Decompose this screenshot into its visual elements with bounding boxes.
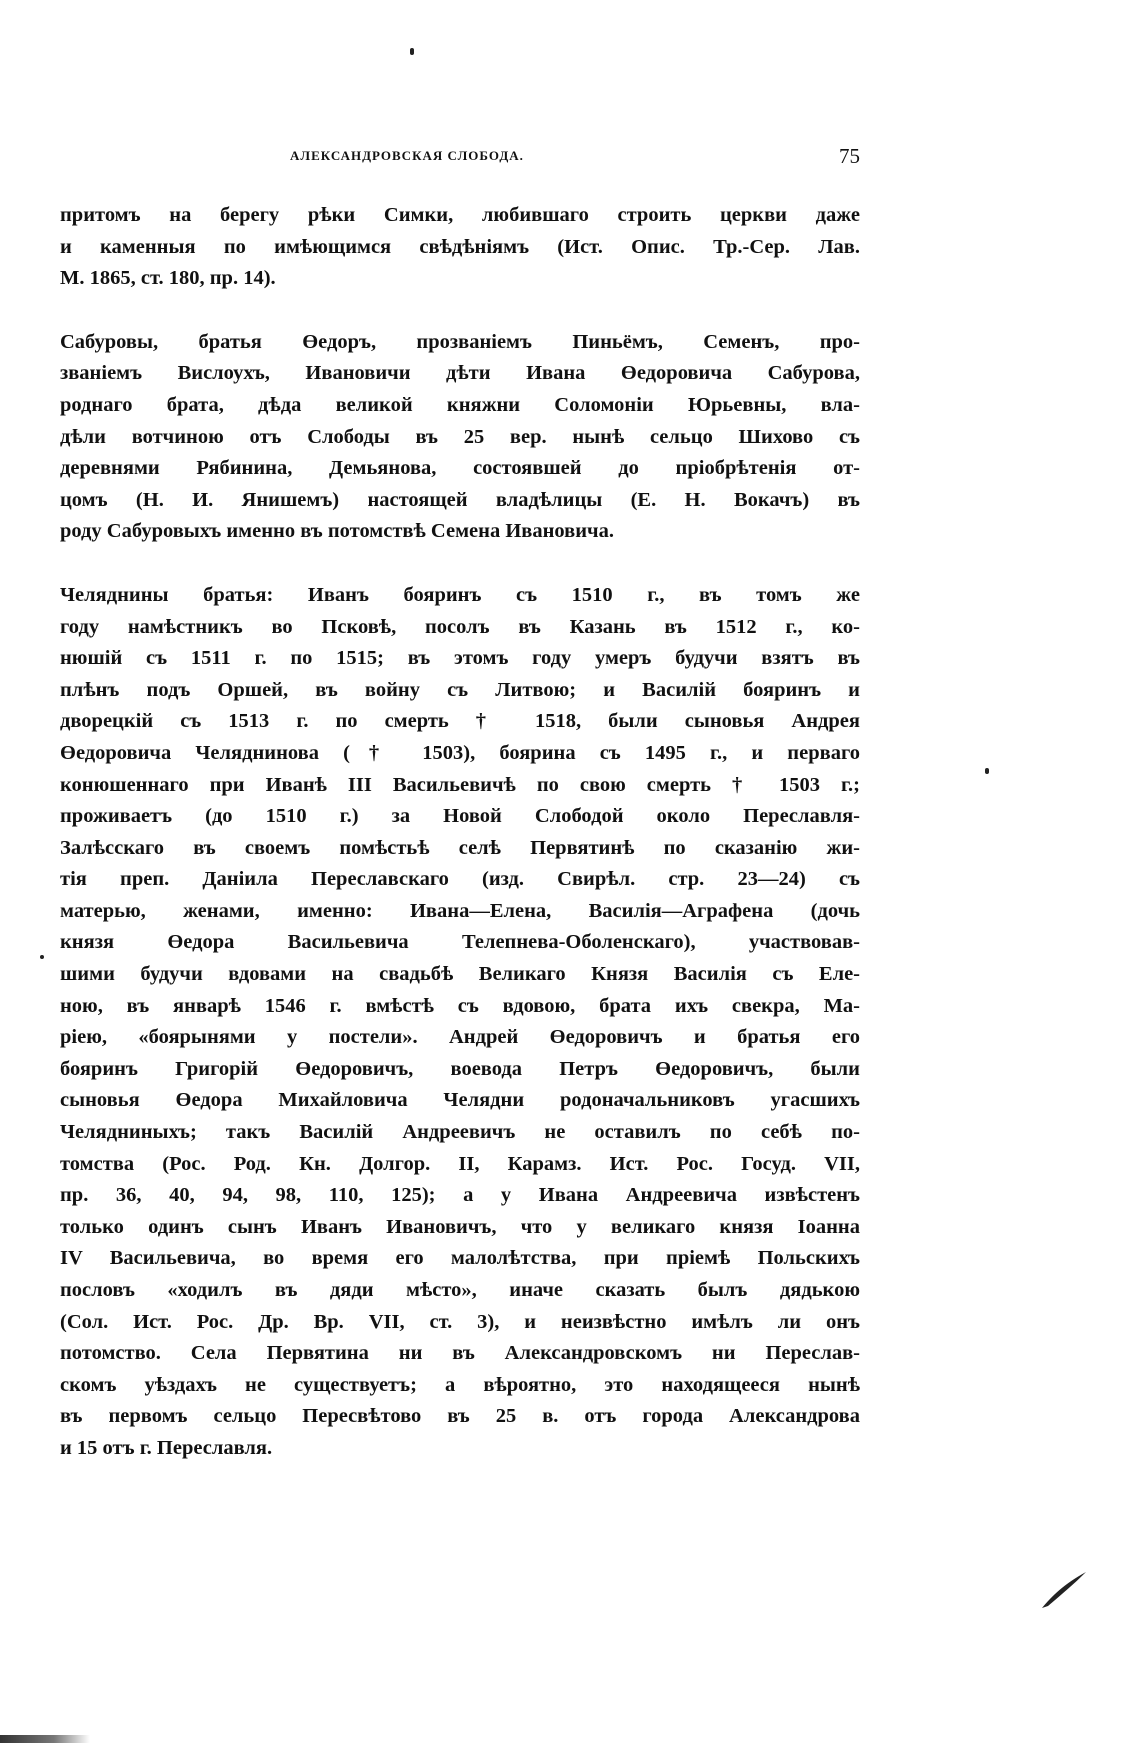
text-line: ною, въ январѣ 1546 г. вмѣстѣ съ вдовою, брата ихъ свекра, Ма- [60,994,860,1017]
text-line: Өедоровича Челяднинова († 1503), боярина съ 1495 г., и перваго [60,741,860,764]
paragraph-gap [60,295,860,327]
text-line: ріею, «боярынями у постели». Андрей Өедоровичъ и братья его [60,1026,860,1049]
text-line: Залѣсскаго въ своемъ помѣстьѣ селѣ Первятинѣ по сказанію жи- [60,836,860,859]
text-line: матерью, женами, именно: Ивана—Елена, Василія—Аграфена (дочь [60,899,860,922]
text-line: пр. 36, 40, 94, 98, 110, 125); а у Ивана Андреевича извѣстенъ [60,1184,860,1207]
text-line: сыновья Өедора Михайловича Челядни родоначальниковъ угасшихъ [60,1089,860,1112]
text-line: бояринъ Григорій Өедоровичъ, воевода Петръ Өедоровичъ, были [60,1057,860,1080]
text-line: скомъ уѣздахъ не существуетъ; а вѣроятно, это находящееся нынѣ [60,1373,860,1396]
ink-speck [40,955,44,959]
text-line: потомство. Села Первятина ни въ Александровскомъ ни Переслав- [60,1342,860,1365]
text-line: въ первомъ сельцо Пересвѣтово въ 25 в. отъ города Александрова [60,1405,860,1428]
text-line: конюшеннаго при Иванѣ III Васильевичѣ по свою смерть † 1503 г.; [60,773,860,796]
text-line: плѣнъ подъ Оршей, въ войну съ Литвою; и Василій бояринъ и [60,678,860,701]
text-line: только одинъ сынъ Иванъ Ивановичъ, что у великаго князя Іоанна [60,1215,860,1238]
text-line: роднаго брата, дѣда великой княжни Соломоніи Юрьевны, вла- [60,393,860,416]
text-line: дворецкій съ 1513 г. по смерть † 1518, были сыновья Андрея [60,710,860,733]
text-line: проживаетъ (до 1510 г.) за Новой Слободой около Переславля- [60,805,860,828]
text-line: роду Сабуровыхъ именно въ потомствѣ Семена Ивановича. [60,520,614,543]
text-line: (Сол. Ист. Рос. Др. Вр. VII, ст. 3), и неизвѣстно имѣлъ ли онъ [60,1310,860,1333]
text-line: нюшій съ 1511 г. по 1515; въ этомъ году умеръ будучи взятъ въ [60,647,860,670]
page-number: 75 [839,144,860,168]
body-text [60,200,860,1465]
text-line: Сабуровы, братья Өедоръ, прозваніемъ Пиньёмъ, Семенъ, про- [60,330,860,353]
paragraph [60,580,860,1465]
text-line: томства (Рос. Род. Кн. Долгор. II, Карамз. Ист. Рос. Госуд. VII, [60,1152,860,1175]
text-line: и каменныя по имѣющимся свѣдѣніямъ (Ист. Опис. Тр.-Сер. Лав. [60,235,860,258]
text-line: Челяднины братья: Иванъ бояринъ съ 1510 г., въ томъ же [60,583,860,606]
text-line: деревнями Рябинина, Демьянова, состоявшей до пріобрѣтенія от- [60,457,860,480]
text-line: IV Васильевича, во время его малолѣтства, при пріемѣ Польскихъ [60,1247,860,1270]
pen-scratch-mark [1040,1570,1090,1610]
text-line: дѣли вотчиною отъ Слободы въ 25 вер. нынѣ сельцо Шихово съ [60,425,860,448]
scan-smudge [0,1735,90,1743]
running-head: АЛЕКСАНДРОВСКАЯ СЛОБОДА. [290,148,524,163]
paragraph-gap [60,548,860,580]
text-line: князя Өедора Васильевича Телепнева-Оболенскаго), участвовав- [60,931,860,954]
text-line: пословъ «ходилъ въ дяди мѣсто», иначе сказать былъ дядькою [60,1279,860,1301]
paragraph [60,327,860,548]
text-line: цомъ (Н. И. Янишемъ) настоящей владѣлицы (Е. Н. Вокачъ) въ [60,488,860,511]
ink-speck [410,48,414,55]
ink-speck [985,768,989,774]
paragraph [60,200,860,295]
text-line: М. 1865, ст. 180, пр. 14). [60,267,276,290]
text-line: тія преп. Даніила Переславскаго (изд. Свирѣл. стр. 23—24) съ [60,868,860,891]
page-header [60,144,860,174]
text-line: шими будучи вдовами на свадьбѣ Великаго Князя Василія съ Еле- [60,963,860,986]
text-line: званіемъ Вислоухъ, Ивановичи дѣти Ивана Өедоровича Сабурова, [60,362,860,385]
text-line: году намѣстникъ во Псковѣ, посолъ въ Казань въ 1512 г., ко- [60,615,860,638]
text-line: и 15 отъ г. Переславля. [60,1436,273,1459]
text-line: Челядниныхъ; такъ Василій Андреевичъ не оставилъ по себѣ по- [60,1121,860,1144]
text-line: притомъ на берегу рѣки Симки, любившаго строить церкви даже [60,204,860,226]
